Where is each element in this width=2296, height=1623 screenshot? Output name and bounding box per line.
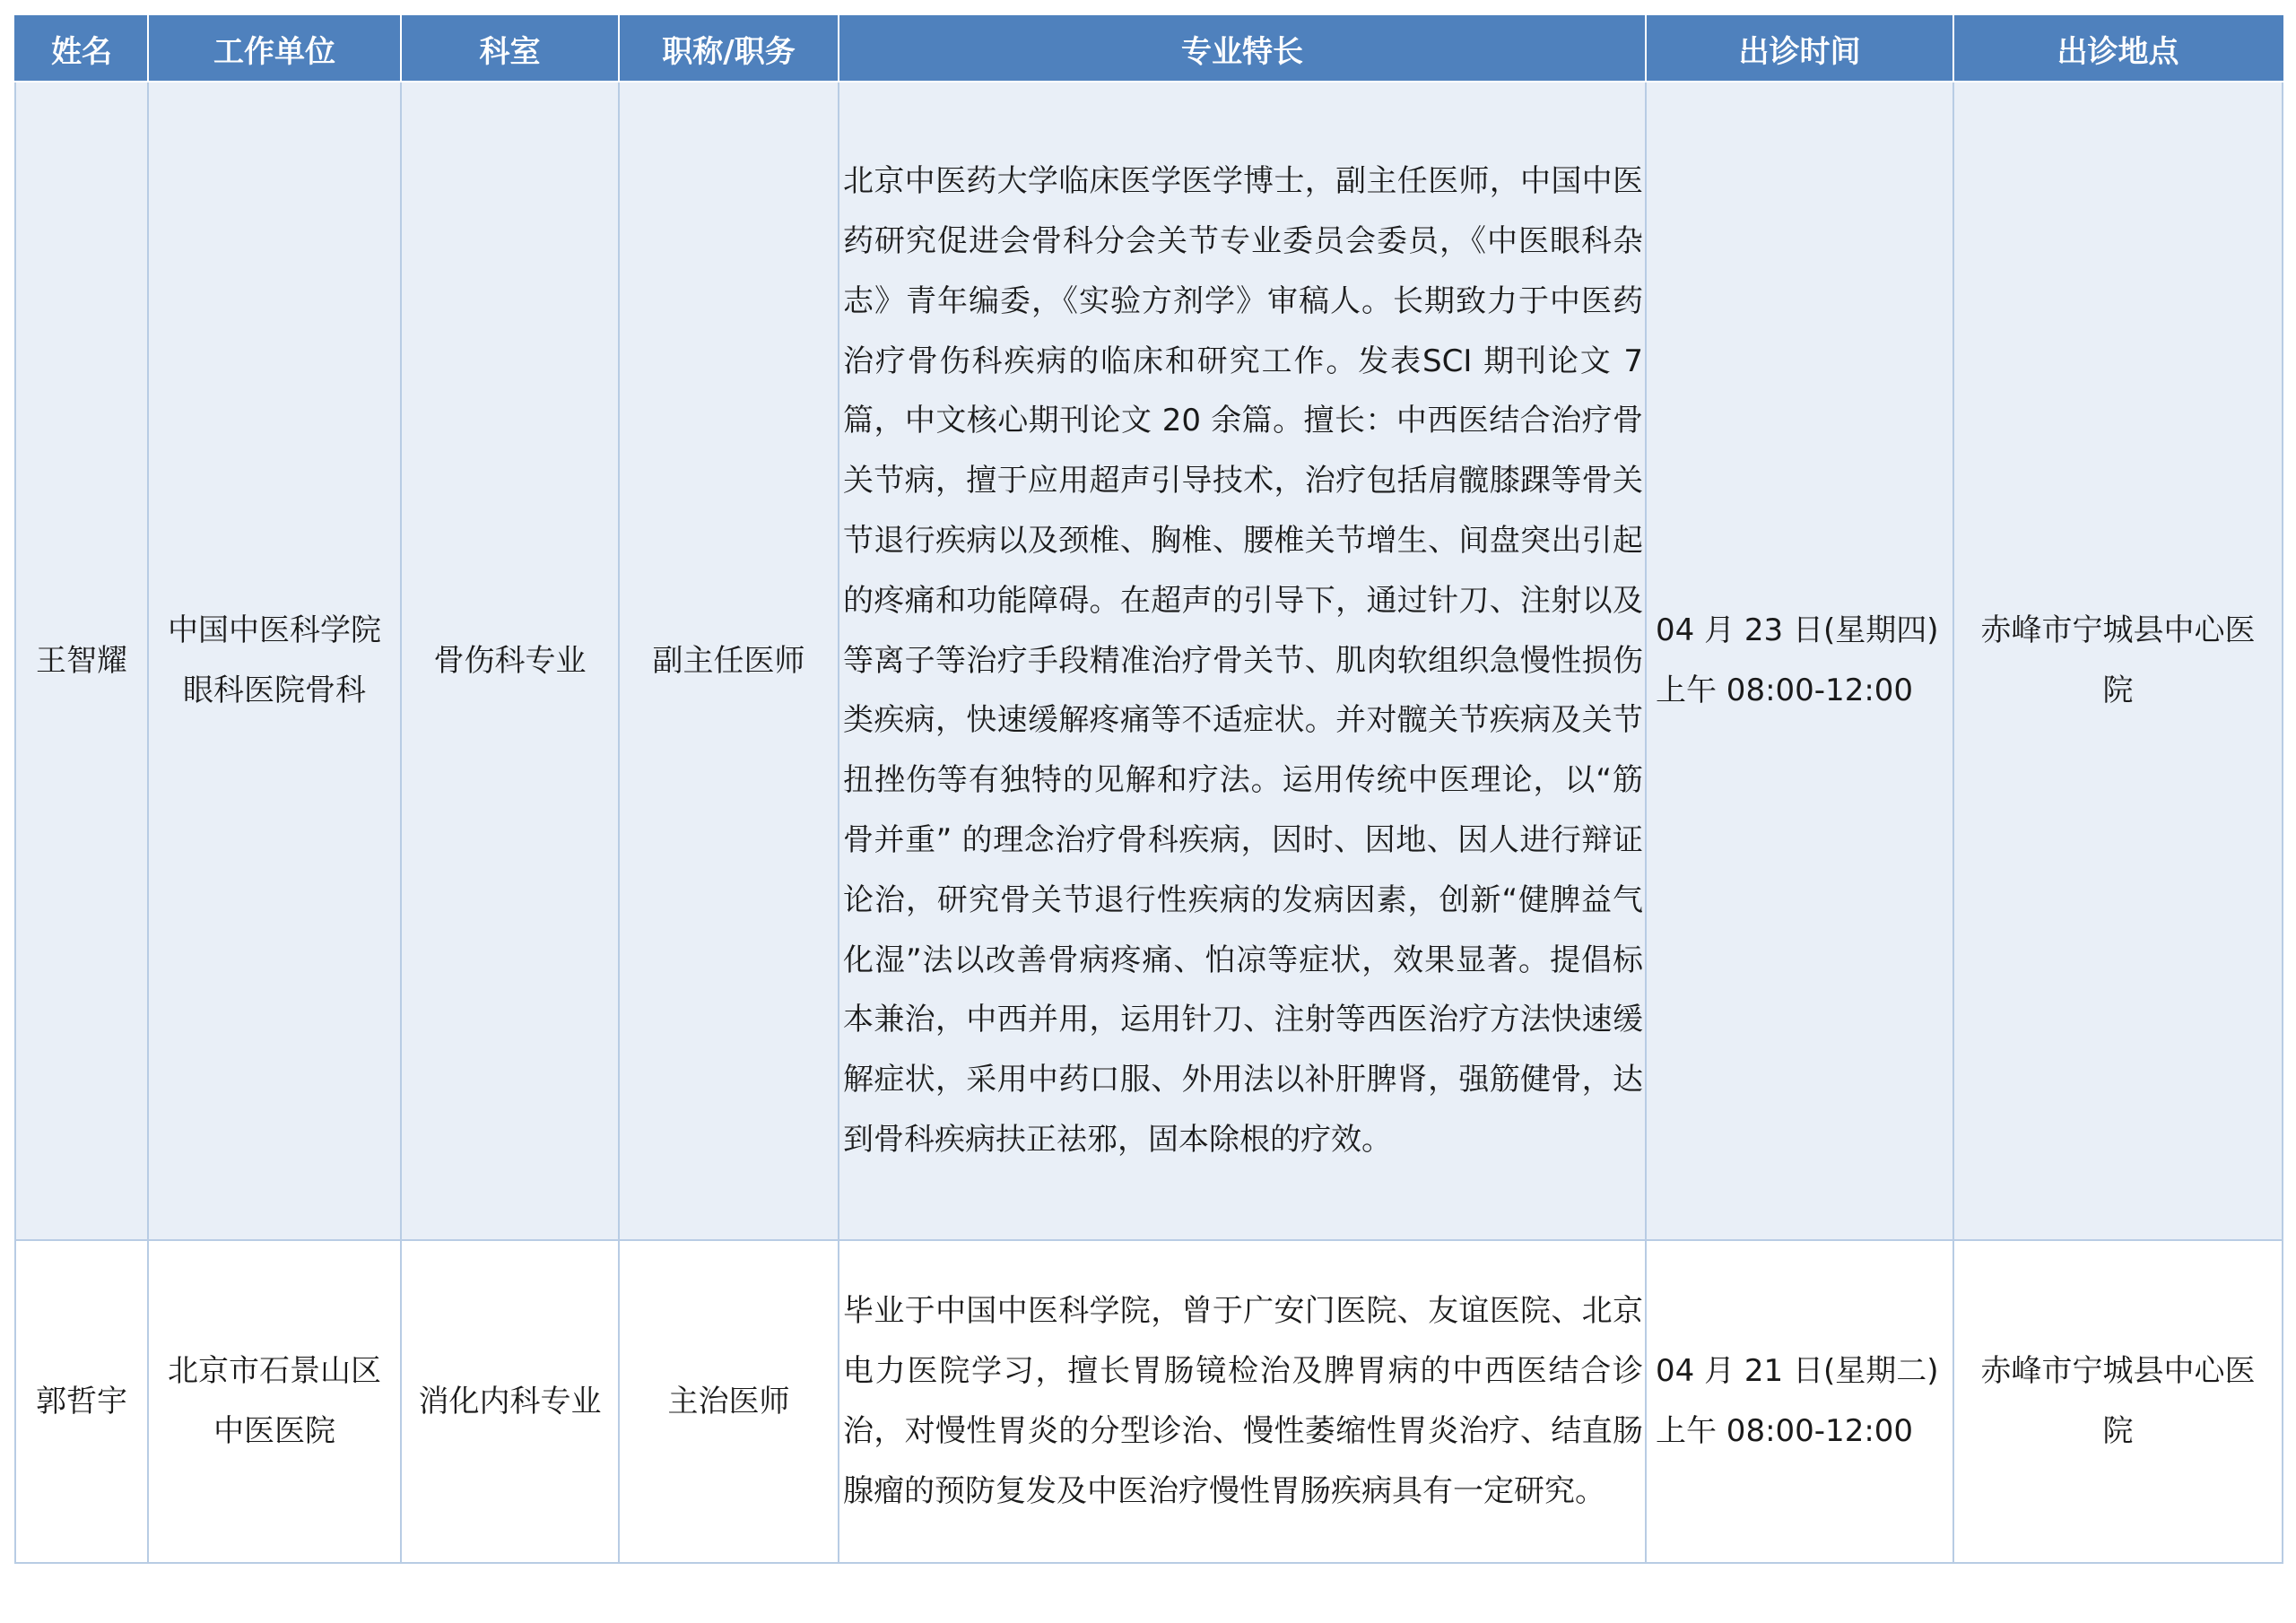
specialty-text: 毕业于中国中医科学院，曾于广安门医院、友谊医院、北京电力医院学习，擅长胃肠镜检治及脾胃病的中西医结合诊治，对慢性胃炎的分型诊治、慢性萎缩性胃炎治疗、结直肠腺瘤的预防复发及中医治疗慢性胃肠疾病具有一定研究。 [843, 1293, 1643, 1509]
header-title: 职称/职务 [619, 16, 839, 82]
clinic-place [1953, 1240, 2283, 1563]
table-row [15, 82, 2283, 1240]
clinic-place [1953, 82, 2283, 1240]
doctor-name: 郭哲宇 [15, 1240, 148, 1563]
clinic-time [1646, 82, 1953, 1240]
clinic-hours: 上午 08:00-12:00 [1656, 1413, 1914, 1449]
work-unit-line: 中国中医科学院 [168, 612, 381, 648]
specialty-cell [839, 82, 1646, 1240]
clinic-schedule-table [14, 15, 2283, 1564]
header-row [15, 16, 2283, 82]
clinic-schedule-table-wrapper [14, 15, 2282, 1564]
clinic-place-line: 院 [2102, 673, 2134, 708]
clinic-time [1646, 1240, 1953, 1563]
specialty-cell [839, 1240, 1646, 1563]
clinic-place-line: 赤峰市宁城县中心医 [1980, 612, 2256, 648]
work-unit-line: 中医医院 [213, 1413, 335, 1449]
header-name: 姓名 [15, 16, 148, 82]
doctor-name: 王智耀 [15, 82, 148, 1240]
clinic-place-line: 赤峰市宁城县中心医 [1980, 1353, 2256, 1389]
job-title: 主治医师 [619, 1240, 839, 1563]
header-time: 出诊时间 [1646, 16, 1953, 82]
work-unit-line: 北京市石景山区 [168, 1353, 381, 1389]
department: 骨伤科专业 [401, 82, 619, 1240]
table-row [15, 1240, 2283, 1563]
clinic-place-line: 院 [2102, 1413, 2134, 1449]
clinic-hours: 上午 08:00-12:00 [1656, 673, 1914, 708]
header-unit: 工作单位 [148, 16, 401, 82]
header-specialty: 专业特长 [839, 16, 1646, 82]
work-unit [148, 82, 401, 1240]
clinic-date: 04 月 23 日(星期四) [1656, 612, 1939, 648]
specialty-text: 北京中医药大学临床医学医学博士，副主任医师，中国中医药研究促进会骨科分会关节专业委员会委员，《中医眼科杂志》青年编委，《实验方剂学》审稿人。长期致力于中医药治疗骨伤科疾病的临床和研究工作。发表SCI 期刊论文 7 篇，中文核心期刊论文 20 余篇。擅长：中西医结合治疗骨关节病，擅于应用超声引导技术，治疗包括肩髋膝踝等骨关节退行疾病以及颈椎、胸椎、腰椎关节增生、间盘突出引起的疼痛和功能障碍。在超声的引导下，通过针刀、注射以及等离子等治疗手段精准治疗骨关节、肌肉软组织急慢性损伤类疾病，快速缓解疼痛等不适症状。并对髋关节疾病及关节扭挫伤等有独特的见解和疗法。运用传统中医理论，以“筋骨并重” 的理念治疗骨科疾病，因时、因地、因人进行辩证论治，研究骨关节退行性疾病的发病因素，创新“健脾益气化湿”法以改善骨病疼痛、怕凉等症状，效果显著。提倡标本兼治，中西并用，运用针刀、注射等西医治疗方法快速缓解症状，采用中药口服、外用法以补肝脾肾，强筋健骨，达到骨科疾病扶正祛邪，固本除根的疗效。 [843, 163, 1643, 1158]
work-unit-line: 眼科医院骨科 [183, 673, 366, 708]
clinic-date: 04 月 21 日(星期二) [1656, 1353, 1939, 1389]
job-title: 副主任医师 [619, 82, 839, 1240]
department: 消化内科专业 [401, 1240, 619, 1563]
header-place: 出诊地点 [1953, 16, 2283, 82]
work-unit [148, 1240, 401, 1563]
header-dept: 科室 [401, 16, 619, 82]
